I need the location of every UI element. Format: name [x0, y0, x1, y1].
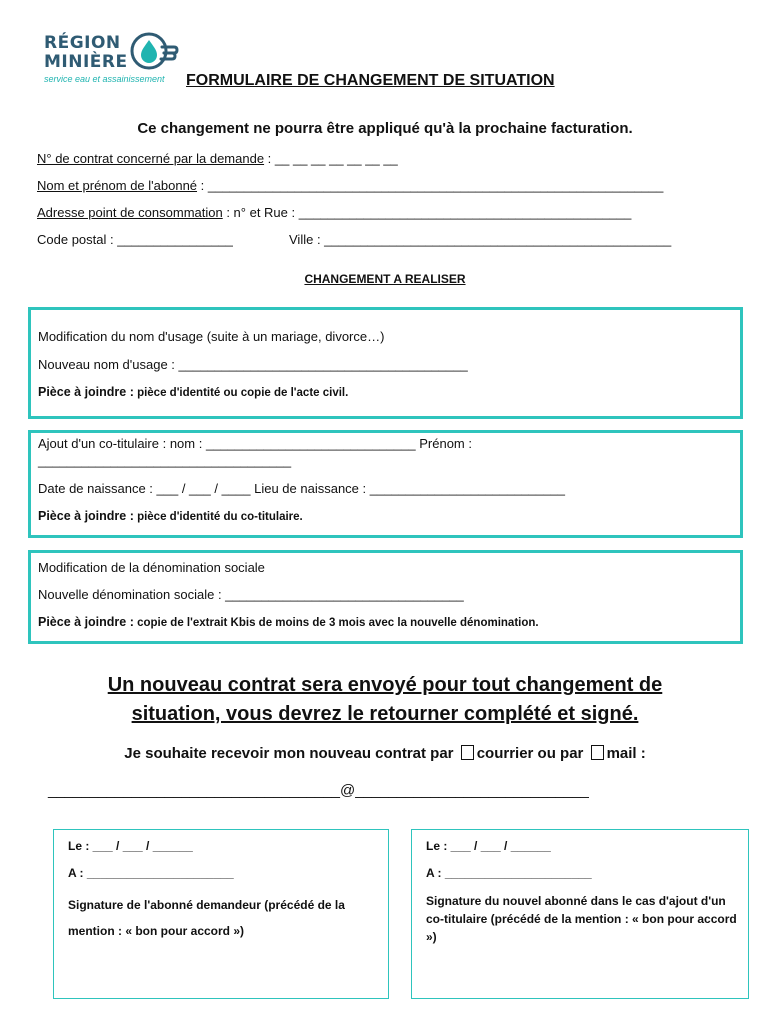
wish-text-1: Je souhaite recevoir mon nouveau contrat par	[124, 745, 454, 762]
usage-name-attachment	[38, 385, 348, 399]
email-delivery-checkbox[interactable]	[591, 745, 604, 760]
subscriber-name-blank: : _______________________________________________________________	[197, 178, 664, 193]
co-holder-firstname-field[interactable]: ___________________________________	[38, 453, 292, 468]
address-blank: : n° et Rue : ______________________________________________	[222, 205, 632, 220]
attachment-label: Pièce à joindre :	[38, 615, 134, 629]
co-holder-box	[28, 430, 743, 538]
address-label: Adresse point de consommation	[37, 205, 223, 220]
section-title: CHANGEMENT A REALISER	[304, 272, 466, 286]
delivery-preference	[0, 745, 770, 762]
logo-line-1: RÉGION	[44, 33, 121, 53]
co-holder-attachment	[38, 509, 303, 523]
subscriber-name-field[interactable]	[37, 178, 663, 193]
subscriber-name-label: Nom et prénom de l'abonné	[37, 178, 198, 193]
contract-number-label: N° de contrat concerné par la demande	[37, 151, 265, 166]
address-field[interactable]	[37, 205, 631, 220]
mail-delivery-checkbox[interactable]	[461, 745, 474, 760]
company-name-attachment	[38, 615, 539, 629]
city-field[interactable]: Ville : ________________________________________________	[289, 232, 672, 247]
new-company-name-field[interactable]: Nouvelle dénomination sociale : _________________________________	[38, 587, 464, 602]
contract-number-field[interactable]	[37, 151, 398, 166]
company-name-heading: Modification de la dénomination sociale	[38, 560, 265, 575]
notice-line-2: situation, vous devrez le retourner complété et signé.	[131, 703, 639, 725]
attachment-label: Pièce à joindre :	[38, 385, 134, 399]
logo-tagline: service eau et assainissement	[44, 74, 165, 84]
wish-text-3: mail :	[606, 745, 646, 762]
signature-right-date-field[interactable]: Le : ___ / ___ / ______	[426, 839, 551, 853]
signature-box-right	[411, 829, 749, 999]
birth-info-field[interactable]: Date de naissance : ___ / ___ / ____ Lieu de naissance : ___________________________	[38, 481, 565, 496]
usage-name-change-box	[28, 307, 743, 419]
form-subtitle: Ce changement ne pourra être appliqué qu'à la prochaine facturation.	[137, 120, 633, 137]
wish-text-2: courrier ou par	[476, 745, 584, 762]
postal-code-field[interactable]: Code postal : ________________	[37, 232, 233, 247]
water-drop-logo-icon	[128, 30, 180, 76]
signature-right-place-field[interactable]: A : ______________________	[426, 866, 592, 880]
company-name-box	[28, 550, 743, 644]
signature-box-left	[53, 829, 389, 999]
attachment-text: copie de l'extrait Kbis de moins de 3 mois avec la nouvelle dénomination.	[133, 617, 539, 629]
email-field[interactable]: ___________________________________@____________________________	[48, 782, 589, 799]
attachment-label: Pièce à joindre :	[38, 509, 134, 523]
usage-name-heading: Modification du nom d'usage (suite à un mariage, divorce…)	[38, 329, 385, 344]
new-usage-name-field[interactable]: Nouveau nom d'usage : ________________________________________	[38, 357, 468, 372]
signature-left-date-field[interactable]: Le : ___ / ___ / ______	[68, 839, 193, 853]
co-holder-name-field[interactable]: Ajout d'un co-titulaire : nom : _____________________________ Prénom :	[38, 436, 472, 451]
signature-left-caption: Signature de l'abonné demandeur (précédé de la mention : « bon pour accord »)	[68, 898, 345, 938]
attachment-text: pièce d'identité ou copie de l'acte civil.	[133, 387, 349, 399]
signature-right-caption: Signature du nouvel abonné dans le cas d'ajout d'un co-titulaire (précédé de la mention : « bon pour accord »)	[426, 894, 737, 944]
logo-line-2: MINIÈRE	[44, 52, 128, 72]
notice-line-1: Un nouveau contrat sera envoyé pour tout changement de	[107, 674, 663, 696]
contract-number-blank: : __ __ __ __ __ __ __	[264, 151, 398, 166]
form-title: FORMULAIRE DE CHANGEMENT DE SITUATION	[186, 72, 555, 89]
attachment-text: pièce d'identité du co-titulaire.	[133, 511, 303, 523]
signature-left-place-field[interactable]: A : ______________________	[68, 866, 234, 880]
